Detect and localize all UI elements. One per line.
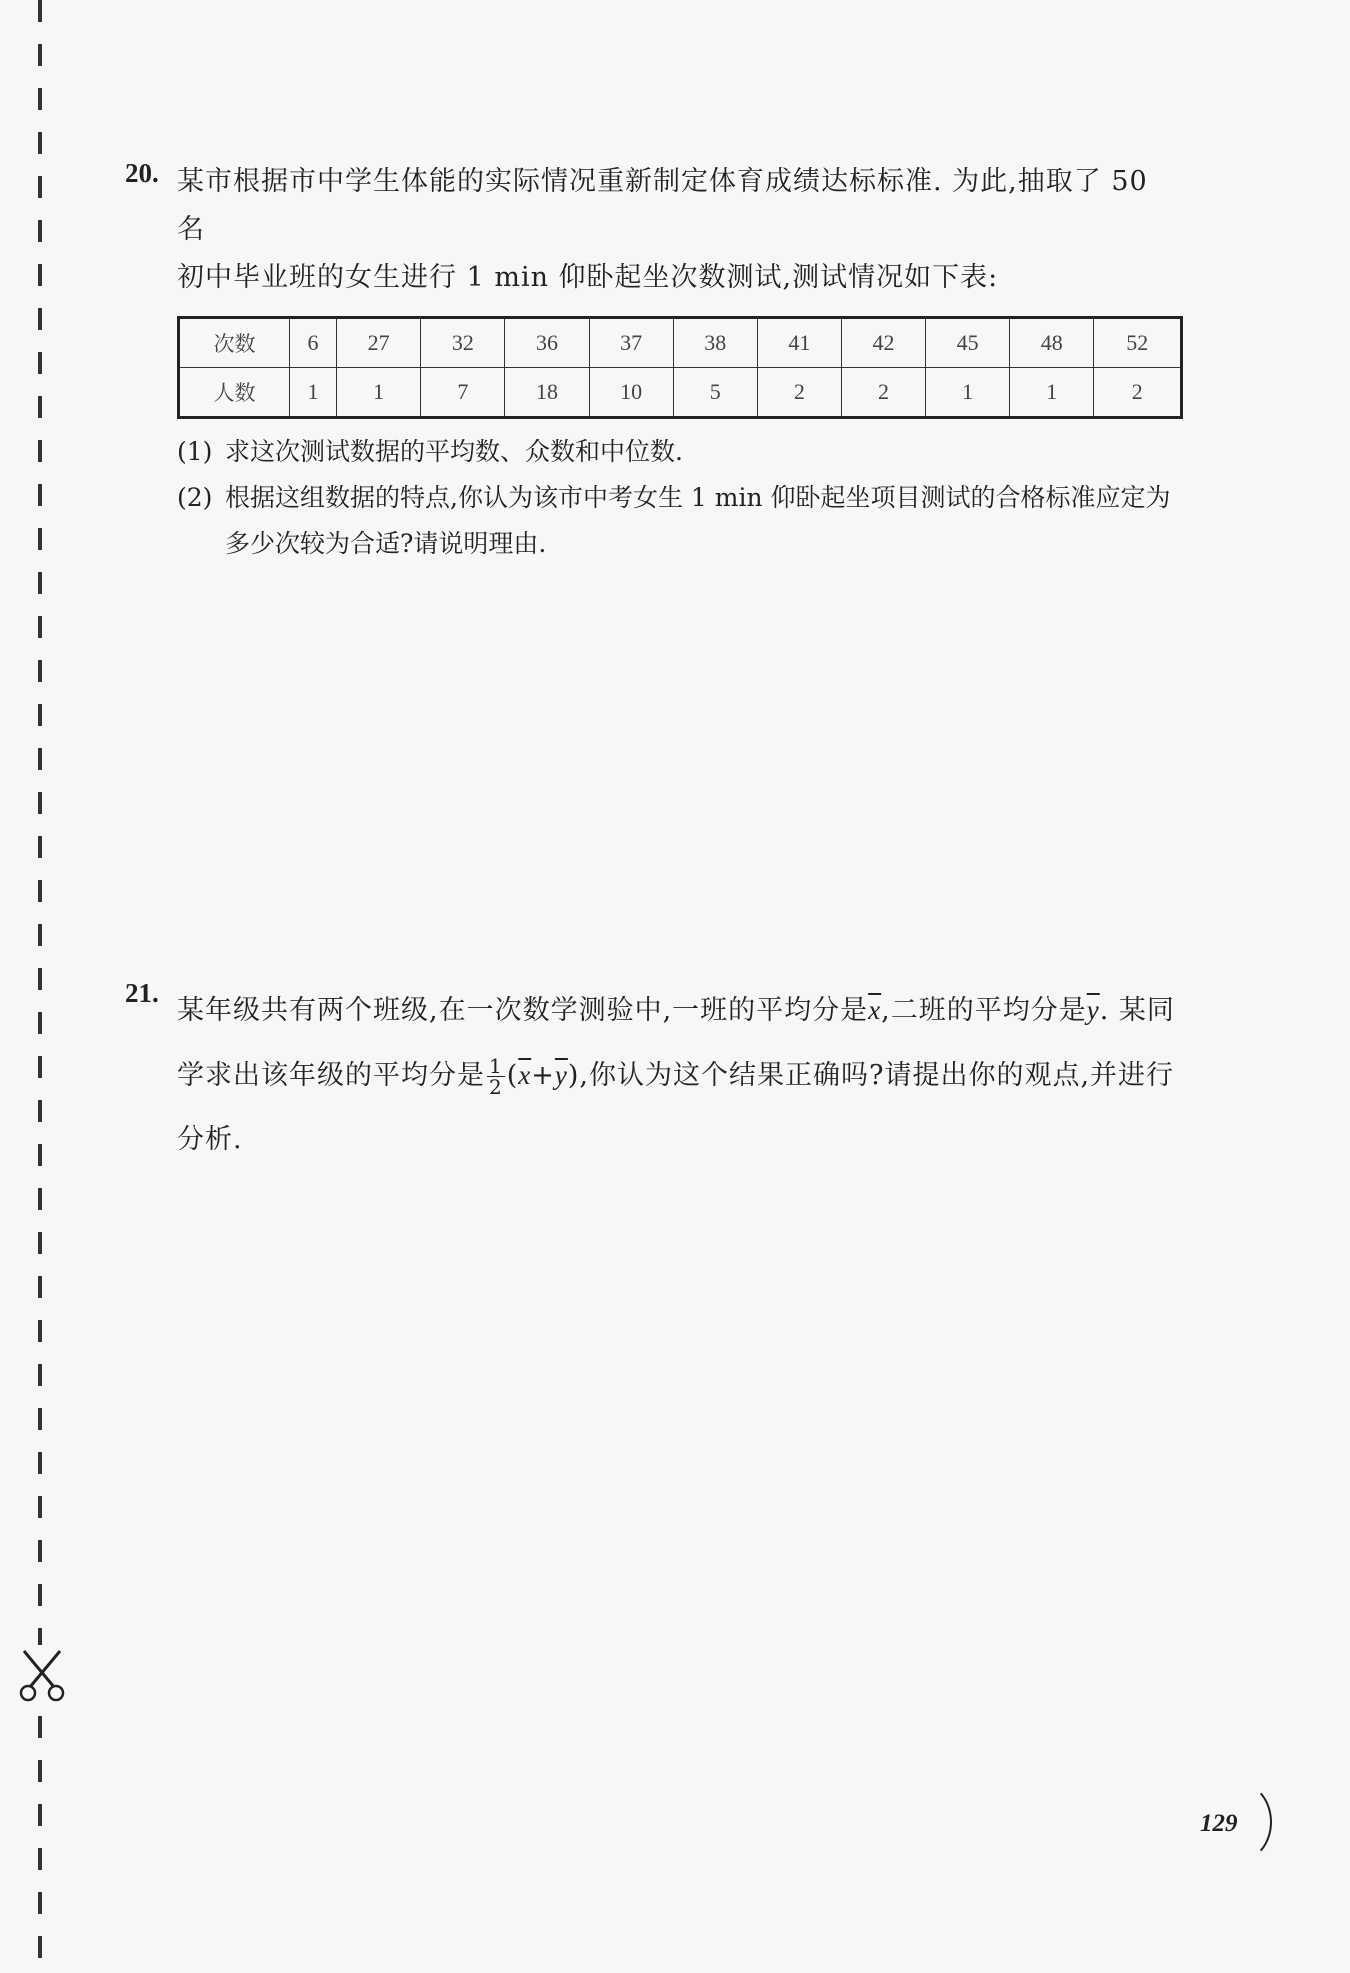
table-cell: 32 [421, 318, 505, 368]
fraction-denominator: 2 [489, 1075, 503, 1099]
table-cell: 48 [1010, 318, 1094, 368]
scissors-icon [14, 1645, 70, 1705]
table-cell: 1 [337, 368, 421, 418]
page-number [1190, 1790, 1270, 1850]
mean-y-symbol: $\overline{y}$ [554, 1060, 568, 1090]
problem-number: 20. [125, 158, 159, 188]
fraction-one-half [487, 1056, 505, 1097]
row-label-counts: 次数 [179, 318, 290, 368]
table-cell: 1 [290, 368, 337, 418]
table-row [179, 318, 1182, 368]
problem-number: 21. [125, 978, 159, 1008]
fraction-numerator: 1 [489, 1054, 503, 1078]
statement-line-2: 初中毕业班的女生进行 1 min 仰卧起坐次数测试,测试情况如下表: [177, 262, 999, 293]
paren-open: ( [506, 1060, 519, 1091]
table-cell: 2 [841, 368, 925, 418]
table-cell: 1 [1010, 368, 1094, 418]
table-cell: 2 [1094, 368, 1182, 418]
page-number-text: 129 [1200, 1810, 1238, 1837]
problem-statement [177, 158, 1185, 302]
table-cell: 52 [1094, 318, 1182, 368]
situp-data-table [177, 316, 1183, 419]
problem-21 [125, 978, 1185, 1172]
problem-statement [177, 978, 1185, 1172]
sub-question-label: (2) [177, 483, 213, 512]
table-cell: 7 [421, 368, 505, 418]
table-cell: 1 [926, 368, 1010, 418]
table-cell: 36 [505, 318, 589, 368]
table-cell: 2 [757, 368, 841, 418]
table-cell: 10 [589, 368, 673, 418]
row-label-people: 人数 [179, 368, 290, 418]
sub-question-2 [177, 475, 1185, 567]
table-cell: 45 [926, 318, 1010, 368]
table-cell: 41 [757, 318, 841, 368]
table-cell: 5 [673, 368, 757, 418]
statement-text: . 某同学求出该年级的平均分是 [177, 995, 1175, 1091]
table-cell: 42 [841, 318, 925, 368]
mean-y-symbol: $\overline{y}$ [1086, 995, 1100, 1025]
statement-text: ,二班的平均分是 [881, 995, 1087, 1026]
statement-text: 某年级共有两个班级,在一次数学测验中,一班的平均分是 [177, 995, 869, 1026]
table-cell: 6 [290, 318, 337, 368]
table-cell: 37 [589, 318, 673, 368]
plus-sign: + [531, 1060, 555, 1091]
sub-question-text: 求这次测试数据的平均数、众数和中位数. [225, 437, 683, 466]
mean-x-symbol: $\overline{x}$ [868, 995, 882, 1025]
sub-question-text: 根据这组数据的特点,你认为该市中考女生 1 min 仰卧起坐项目测试的合格标准应定为多少次较为合适?请说明理由. [225, 483, 1171, 558]
table-cell: 27 [337, 318, 421, 368]
table-cell: 18 [505, 368, 589, 418]
statement-text: ,你认为这个结果正确吗?请提出你的观点,并进行分析. [177, 1060, 1175, 1155]
problem-20 [125, 158, 1185, 567]
table-cell: 38 [673, 318, 757, 368]
sub-question-label: (1) [177, 437, 213, 466]
mean-x-symbol: $\overline{x}$ [518, 1060, 532, 1090]
table-row [179, 368, 1182, 418]
statement-line-1: 某市根据市中学生体能的实际情况重新制定体育成绩达标标准. 为此,抽取了 50 名 [177, 166, 1148, 245]
sub-questions [177, 429, 1185, 567]
paren-close: ) [567, 1060, 580, 1091]
sub-question-1 [177, 429, 1185, 475]
